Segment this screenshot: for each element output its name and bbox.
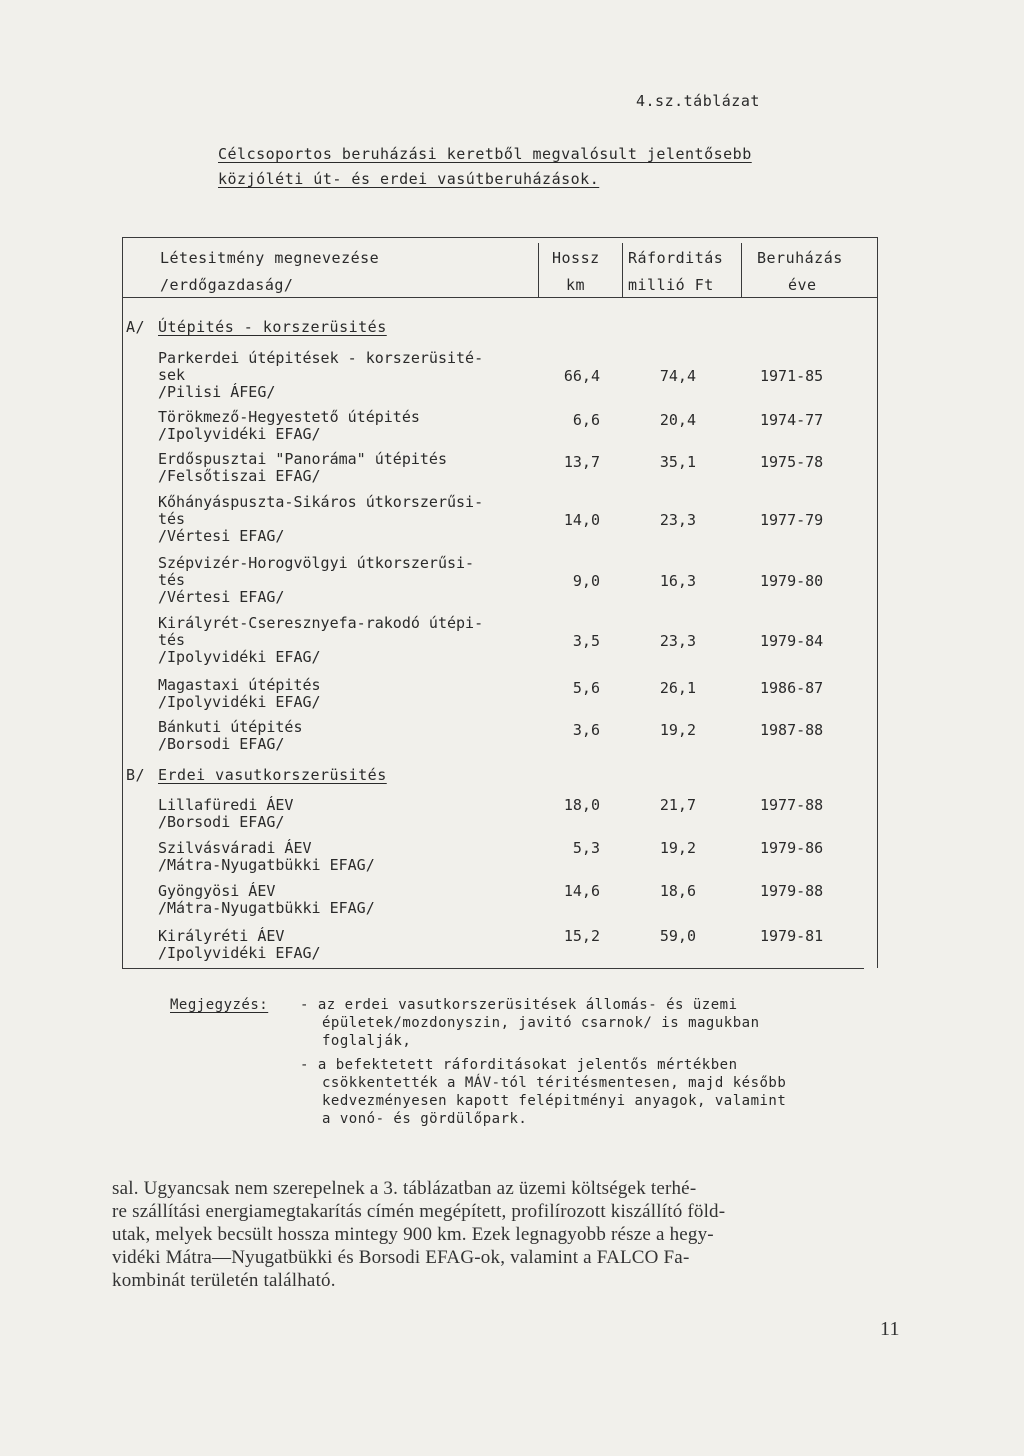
row-forestry-unit: /Pilisi ÁFEG/ [158, 383, 276, 401]
body-text-line2: re szállítási energiamegtakarítás címén megépített, profilírozott kiszállító föld- [112, 1201, 726, 1222]
body-text-line4: vidéki Mátra—Nyugatbükki és Borsodi EFAG-ok, valamint a FALCO Fa- [112, 1247, 690, 1268]
row-cost-mft: 74,4 [659, 367, 696, 385]
header-ev-line2: éve [788, 276, 817, 294]
row-forestry-unit: /Borsodi EFAG/ [158, 735, 285, 753]
header-name-line2: /erdőgazdaság/ [160, 276, 294, 294]
row-forestry-unit: /Ipolyvidéki EFAG/ [158, 693, 321, 711]
note1-line1: - az erdei vasutkorszerüsitések állomás- és üzemi [300, 997, 738, 1013]
row-facility-name: tés [158, 631, 186, 649]
row-forestry-unit: /Ipolyvidéki EFAG/ [158, 944, 321, 962]
body-text-line1: sal. Ugyancsak nem szerepelnek a 3. táblázatban az üzemi költségek terhé- [112, 1178, 697, 1199]
row-forestry-unit: /Vértesi EFAG/ [158, 527, 285, 545]
row-cost-mft: 16,3 [659, 572, 696, 590]
header-divider-1 [538, 243, 539, 297]
row-facility-name: tés [158, 571, 186, 589]
note1-line3: foglalják, [322, 1033, 412, 1049]
row-length-km: 6,6 [572, 411, 600, 429]
row-length-km: 66,4 [563, 367, 600, 385]
row-years: 1977-79 [760, 511, 824, 529]
row-years: 1977-88 [760, 796, 824, 814]
row-years: 1975-78 [760, 453, 824, 471]
row-length-km: 5,3 [572, 839, 600, 857]
row-years: 1986-87 [760, 679, 824, 697]
row-length-km: 15,2 [563, 927, 600, 945]
row-cost-mft: 21,7 [659, 796, 696, 814]
row-cost-mft: 18,6 [659, 882, 696, 900]
table-left-border [122, 237, 123, 968]
header-hossz-line2: km [566, 276, 586, 294]
row-forestry-unit: /Mátra-Nyugatbükki EFAG/ [158, 856, 375, 874]
header-raf-line2: millió Ft [628, 276, 714, 294]
header-ev-line1: Beruházás [757, 249, 843, 267]
table-label: 4.sz.táblázat [636, 92, 760, 110]
row-facility-name: Királyrét-Cseresznyefa-rakodó útépi- [158, 614, 484, 632]
row-years: 1979-81 [760, 927, 824, 945]
row-length-km: 9,0 [572, 572, 600, 590]
row-years: 1979-80 [760, 572, 824, 590]
body-text-line5: kombinát területén található. [112, 1270, 336, 1291]
note2-line4: a vonó- és gördülőpark. [322, 1111, 528, 1127]
row-facility-name: Magastaxi útépités [158, 676, 321, 694]
row-cost-mft: 23,3 [659, 511, 696, 529]
row-years: 1979-88 [760, 882, 824, 900]
row-years: 1979-84 [760, 632, 824, 650]
body-text-line3: utak, melyek becsült hossza mintegy 900 km. Ezek legnagyobb része a hegy- [112, 1224, 714, 1245]
table-header-rule [122, 297, 877, 298]
row-cost-mft: 59,0 [659, 927, 696, 945]
row-length-km: 5,6 [572, 679, 600, 697]
row-forestry-unit: /Vértesi EFAG/ [158, 588, 285, 606]
row-length-km: 14,6 [563, 882, 600, 900]
row-years: 1979-86 [760, 839, 824, 857]
table-top-rule [122, 237, 877, 238]
header-raf-line1: Ráforditás [628, 249, 724, 267]
row-facility-name: Parkerdei útépitések - korszerüsité- [158, 349, 484, 367]
row-facility-name: Gyöngyösi ÁEV [158, 882, 276, 900]
row-facility-name: Bánkuti útépités [158, 718, 303, 736]
row-length-km: 3,6 [572, 721, 600, 739]
row-years: 1974-77 [760, 411, 824, 429]
row-length-km: 3,5 [572, 632, 600, 650]
table-right-border [877, 237, 878, 968]
row-length-km: 18,0 [563, 796, 600, 814]
row-facility-name: Kőhányáspuszta-Sikáros útkorszerűsi- [158, 493, 484, 511]
note2-line3: kedvezményesen kapott felépitményi anyagok, valamint [322, 1093, 787, 1109]
note1-line2: épületek/mozdonyszin, javitó csarnok/ is magukban [322, 1015, 760, 1031]
row-facility-name: Lillafüredi ÁEV [158, 796, 294, 814]
table-title-line1: Célcsoportos beruházási keretből megvalósult jelentősebb [218, 145, 752, 163]
row-cost-mft: 23,3 [659, 632, 696, 650]
row-years: 1987-88 [760, 721, 824, 739]
page-number: 11 [880, 1318, 900, 1340]
section-b-marker: B/ [126, 766, 146, 784]
note2-line1: - a befektetett ráforditásokat jelentős mértékben [300, 1057, 738, 1073]
row-length-km: 14,0 [563, 511, 600, 529]
header-divider-2 [622, 243, 623, 297]
row-forestry-unit: /Borsodi EFAG/ [158, 813, 285, 831]
header-name-line1: Létesitmény megnevezése [160, 249, 380, 267]
note2-line2: csökkentették a MÁV-tól téritésmentesen, majd később [322, 1075, 787, 1091]
row-cost-mft: 19,2 [659, 839, 696, 857]
section-a-title: Útépités - korszerüsités [158, 318, 387, 336]
row-forestry-unit: /Felsőtiszai EFAG/ [158, 467, 321, 485]
row-facility-name: sek [158, 366, 186, 384]
row-cost-mft: 35,1 [659, 453, 696, 471]
row-cost-mft: 20,4 [659, 411, 696, 429]
row-facility-name: Szilvásváradi ÁEV [158, 839, 312, 857]
row-forestry-unit: /Mátra-Nyugatbükki EFAG/ [158, 899, 375, 917]
section-b-title: Erdei vasutkorszerüsités [158, 766, 387, 784]
row-facility-name: Erdőspusztai "Panoráma" útépités [158, 450, 447, 468]
row-years: 1971-85 [760, 367, 824, 385]
section-a-marker: A/ [126, 318, 146, 336]
row-forestry-unit: /Ipolyvidéki EFAG/ [158, 425, 321, 443]
row-facility-name: tés [158, 510, 186, 528]
row-forestry-unit: /Ipolyvidéki EFAG/ [158, 648, 321, 666]
row-facility-name: Törökmező-Hegyestető útépités [158, 408, 420, 426]
table-title-line2: közjóléti út- és erdei vasútberuházások. [218, 170, 600, 188]
row-cost-mft: 26,1 [659, 679, 696, 697]
row-facility-name: Királyréti ÁEV [158, 927, 285, 945]
header-hossz-line1: Hossz [552, 249, 600, 267]
row-cost-mft: 19,2 [659, 721, 696, 739]
header-divider-3 [741, 243, 742, 297]
notes-label: Megjegyzés: [170, 997, 269, 1013]
row-facility-name: Szépvizér-Horogvölgyi útkorszerűsi- [158, 554, 475, 572]
row-length-km: 13,7 [563, 453, 600, 471]
table-bottom-rule [122, 968, 864, 969]
